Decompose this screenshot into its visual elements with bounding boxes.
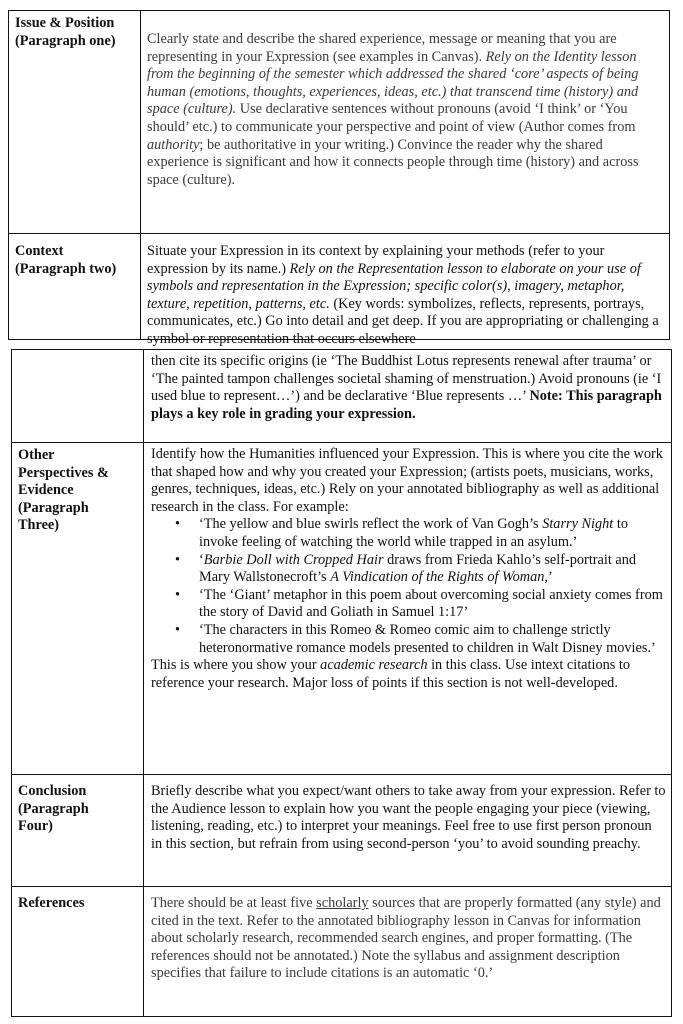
row-label-references: References: [18, 895, 85, 911]
table-row-references: [12, 886, 671, 1018]
row-text-context: Situate your Expression in its context by explaining your methods (refer to your expression by its name.) Rely on the Representation lesson to elaborate on your use of symbols and representation in the Expression; specific color(s), imagery, metaphor, texture, repetition, patterns, etc. (Key words: symbolizes, reflects, represents, portrays, communicates, etc.) Go into detail and get deep. If you are appropriating or challenging a symbol or representation that occurs elsewhere: [147, 243, 659, 347]
row-text-references: There should be at least five scholarly sources that are properly formatted (any style) and cited in the text. Refer to the annotated bibliography lesson in Canvas for information about scholarly research, recommended search engines, and proper formatting. (The references should not be annotated.) Note the syllabus and assignment description specifies that failure to include citations is an automatic ‘0.’: [151, 895, 661, 982]
row-label-issue-position: Issue & Position (Paragraph one): [15, 15, 116, 49]
row-text-other-perspectives: [151, 446, 666, 692]
intro-paragraph: Identify how the Humanities influenced your Expression. This is where you cite the work that shaped how and why you created your Expression; (artists poets, musicians, works, genres, techniques, ideas, etc.) Rely on your annotated bibliography as well as additional research in the class. For example:: [151, 446, 663, 515]
examples-list: [151, 516, 666, 657]
row-text-conclusion: Briefly describe what you expect/want others to take away from your expression. Refer to the Audience lesson to explain how you want the people engaging your piece (viewing, listening, reading, etc.) to interpret your meanings. Feel free to use first person pronoun in this section, but refrain from using second-person ‘you’ to avoid sounding preachy.: [151, 783, 666, 852]
list-item: • ‘Barbie Doll with Cropped Hair draws from Frieda Kahlo’s self-portrait and Mary Wallstonecroft’s A Vindication of the Rights of Woman,’: [175, 551, 637, 586]
bullet-icon: •: [175, 516, 181, 533]
table-row-issue-position: [9, 11, 669, 233]
rubric-table-top: [8, 10, 670, 347]
bullet-icon: •: [175, 621, 181, 638]
table-row-other-perspectives: [12, 442, 671, 774]
row-label-other-perspectives: Other Perspectives & Evidence (Paragraph Three): [18, 447, 109, 534]
bullet-icon: •: [175, 551, 181, 568]
outro-paragraph: This is where you show your academic research in this class. Use intext citations to reference your research. Major loss of points if this section is not well-developed.: [151, 657, 631, 691]
table-row-conclusion: [12, 774, 671, 886]
bullet-icon: •: [175, 586, 181, 603]
list-item: • ‘The characters in this Romeo & Romeo comic aim to challenge strictly heteronormative romance models presented to children in Walt Disney movies.’: [175, 621, 656, 656]
rubric-table-bottom: [11, 349, 672, 1017]
row-label-context: Context (Paragraph two): [15, 243, 117, 277]
row-text-context-continued: then cite its specific origins (ie ‘The Buddhist Lotus represents renewal after trauma’ or ‘The painted tampon challenges societal shaming of menstruation.) Avoid pronouns (ie ‘I used blue to represent…’) and be declarative ‘Blue represents …’ Note: This paragraph plays a key role in grading your expression.: [151, 353, 662, 422]
list-item: • ‘The ‘Giant’ metaphor in this poem about overcoming social anxiety comes from the story of David and Goliath in Samuel 1:17’: [175, 586, 663, 621]
list-item: • ‘The yellow and blue swirls reflect the work of Van Gogh’s Starry Night to invoke feeling of watching the world while trapped in an asylum.’: [175, 516, 628, 550]
table-row-context: [9, 233, 669, 347]
row-label-conclusion: Conclusion (Paragraph Four): [18, 783, 89, 835]
table-row-context-continued: [12, 350, 671, 442]
row-text-issue-position: Clearly state and describe the shared experience, message or meaning that you are representing in your Expression (see examples in Canvas). Rely on the Identity lesson from the beginning of the semester which addressed the shared ‘core’ aspects of being human (emotions, thoughts, experiences, ideas, etc.) that transcend time (history) and space (culture). Use declarative sentences without pronouns (avoid ‘I think’ or ‘You should’ etc.) to communicate your perspective and point of view (Author comes from authority; be authoritative in your writing.) Convince the reader why the shared experience is significant and how it connects people through time (history) and across space (culture).: [147, 31, 639, 188]
